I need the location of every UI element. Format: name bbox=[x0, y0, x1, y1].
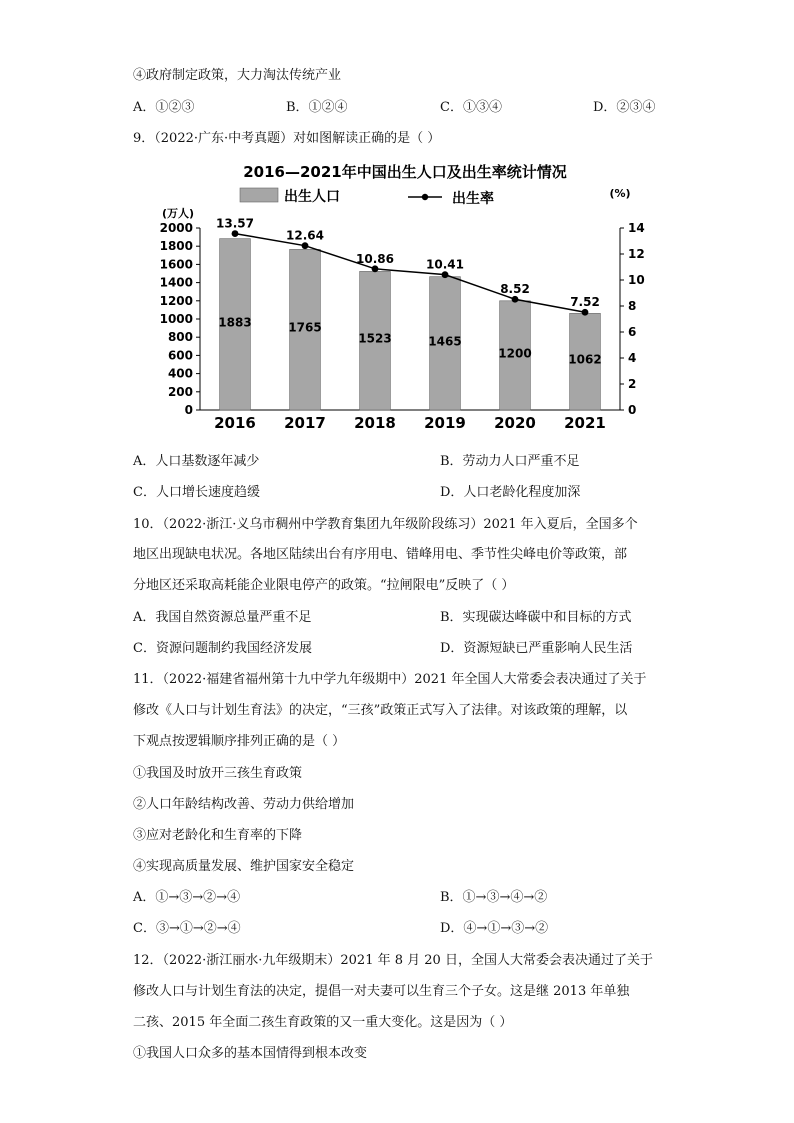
x-tick-label: 2021 bbox=[564, 414, 606, 432]
q11-stem-line-3: 下观点按逻辑顺序排列正确的是（ ） bbox=[133, 734, 346, 749]
chart-title: 2016—2021年中国出生人口及出生率统计情况 bbox=[243, 163, 567, 181]
y-right-tick-label: 10 bbox=[628, 273, 645, 287]
q8-option-c[interactable]: C．①③④ bbox=[440, 100, 502, 115]
y-left-tick-label: 1800 bbox=[159, 239, 193, 254]
bar-value-label: 1062 bbox=[568, 352, 602, 367]
y-left-tick-label: 0 bbox=[184, 403, 193, 417]
x-tick-label: 2018 bbox=[354, 414, 396, 432]
q11-statement-1: ①我国及时放开三孩生育政策 bbox=[133, 766, 303, 781]
birth-chart-svg bbox=[150, 155, 660, 440]
bar-value-label: 1765 bbox=[288, 320, 322, 335]
y-left-tick-label: 2000 bbox=[159, 221, 193, 235]
y-right-tick-label: 2 bbox=[628, 377, 637, 391]
q10-stem-line-2: 地区出现缺电状况。各地区陆续出台有序用电、错峰用电、季节性尖峰电价等政策，部 bbox=[133, 547, 628, 562]
bar-value-label: 1883 bbox=[218, 315, 252, 330]
q8-option-a[interactable]: A．①②③ bbox=[133, 100, 195, 115]
y-right-tick-label: 14 bbox=[628, 221, 645, 235]
q11-statement-4: ④实现高质量发展、维护国家安全稳定 bbox=[133, 859, 355, 874]
y-left-tick-label: 600 bbox=[167, 348, 193, 363]
q11-option-c[interactable]: C．③→①→②→④ bbox=[133, 921, 241, 936]
y-left-tick-label: 1200 bbox=[159, 293, 193, 308]
rate-value-label: 10.41 bbox=[426, 257, 464, 272]
y-left-tick-label: 1400 bbox=[159, 275, 193, 290]
q10-option-b[interactable]: B．实现碳达峰碳中和目标的方式 bbox=[440, 610, 632, 625]
rate-point bbox=[582, 309, 589, 316]
bar-value-label: 1200 bbox=[498, 346, 532, 361]
rate-line bbox=[235, 234, 585, 313]
legend-line-marker bbox=[422, 194, 428, 200]
q12-statement-1: ①我国人口众多的基本国情得到根本改变 bbox=[133, 1046, 368, 1061]
q9-option-a[interactable]: A．人口基数逐年减少 bbox=[133, 454, 260, 469]
q8-option-b[interactable]: B．①②④ bbox=[286, 100, 348, 115]
q12-stem-line-1: 12．（2022·浙江丽水·九年级期末）2021 年 8 月 20 日，全国人大常委会表决通过了关于 bbox=[133, 953, 653, 968]
y-left-tick-label: 1600 bbox=[159, 257, 193, 272]
q9-option-d[interactable]: D．人口老龄化程度加深 bbox=[440, 485, 581, 500]
q10-option-d[interactable]: D．资源短缺已严重影响人民生活 bbox=[440, 641, 633, 656]
q11-stem-line-1: 11．（2022·福建省福州第十九中学九年级期中）2021 年全国人大常委会表决通过了关于 bbox=[133, 672, 647, 687]
legend-bar-swatch bbox=[240, 188, 278, 202]
rate-point bbox=[232, 230, 239, 237]
y-right-tick-label: 0 bbox=[628, 403, 637, 417]
y-right-tick-label: 8 bbox=[628, 299, 637, 313]
birth-chart bbox=[150, 155, 660, 440]
y-right-tick-label: 4 bbox=[628, 351, 637, 365]
q10-option-c[interactable]: C．资源问题制约我国经济发展 bbox=[133, 641, 312, 656]
y-left-tick-label: 200 bbox=[167, 384, 193, 399]
legend-line-label: 出生率 bbox=[452, 191, 494, 207]
q10-option-a[interactable]: A．我国自然资源总量严重不足 bbox=[133, 610, 312, 625]
x-tick-label: 2020 bbox=[494, 414, 536, 432]
rate-point bbox=[512, 296, 519, 303]
plot-area bbox=[160, 217, 645, 432]
legend-bar-label: 出生人口 bbox=[284, 189, 340, 205]
q10-stem-line-3: 分地区还采取高耗能企业限电停产的政策。“拉闸限电”反映了（ ） bbox=[133, 578, 515, 593]
q11-stem-line-2: 修改《人口与计划生育法》的决定，“三孩”政策正式写入了法律。对该政策的理解，以 bbox=[133, 703, 628, 718]
rate-value-label: 7.52 bbox=[570, 295, 600, 310]
y-axis-left-label: (万人) bbox=[161, 207, 195, 220]
q11-statement-3: ③应对老龄化和生育率的下降 bbox=[133, 828, 303, 843]
q11-option-d[interactable]: D．④→①→③→② bbox=[440, 921, 549, 936]
q12-stem-line-2: 修改人口与计划生育法的决定，提倡一对夫妻可以生育三个子女。这是继 2013 年单独 bbox=[133, 984, 630, 999]
chart-legend bbox=[240, 188, 494, 207]
y-right-tick-label: 12 bbox=[628, 247, 645, 261]
q12-stem-line-3: 二孩、2015 年全面二孩生育政策的又一重大变化。这是因为（ ） bbox=[133, 1015, 513, 1030]
y-axis-right-label: (%) bbox=[609, 187, 631, 200]
bar-value-label: 1465 bbox=[428, 334, 462, 349]
y-right-tick-label: 6 bbox=[628, 325, 637, 339]
rate-point bbox=[302, 242, 309, 249]
q9-stem: 9．（2022·广东·中考真题）对如图解读正确的是（ ） bbox=[133, 131, 441, 146]
q9-option-c[interactable]: C．人口增长速度趋缓 bbox=[133, 485, 260, 500]
q9-option-b[interactable]: B．劳动力人口严重不足 bbox=[440, 454, 580, 469]
q8-statement-4: ④政府制定政策，大力淘汰传统产业 bbox=[133, 68, 342, 83]
y-left-tick-label: 800 bbox=[167, 330, 193, 345]
q8-option-d[interactable]: D．②③④ bbox=[593, 100, 656, 115]
rate-value-label: 10.86 bbox=[356, 251, 394, 266]
rate-value-label: 8.52 bbox=[500, 282, 530, 297]
y-left-tick-label: 1000 bbox=[159, 312, 193, 326]
y-left-tick-label: 400 bbox=[167, 366, 193, 381]
q11-statement-2: ②人口年龄结构改善、劳动力供给增加 bbox=[133, 797, 355, 812]
rate-value-label: 13.57 bbox=[216, 216, 254, 231]
x-tick-label: 2016 bbox=[214, 414, 256, 432]
q11-option-b[interactable]: B．①→③→④→② bbox=[440, 890, 548, 905]
x-tick-label: 2019 bbox=[424, 414, 466, 432]
rate-value-label: 12.64 bbox=[286, 228, 324, 243]
bar-value-label: 1523 bbox=[358, 331, 392, 346]
q10-stem-line-1: 10．（2022·浙江·义乌市稠州中学教育集团九年级阶段练习）2021 年入夏后，全国多个 bbox=[133, 517, 638, 532]
q11-option-a[interactable]: A．①→③→②→④ bbox=[133, 890, 241, 905]
rate-point bbox=[442, 271, 449, 278]
x-tick-label: 2017 bbox=[284, 414, 326, 432]
rate-point bbox=[372, 265, 379, 272]
